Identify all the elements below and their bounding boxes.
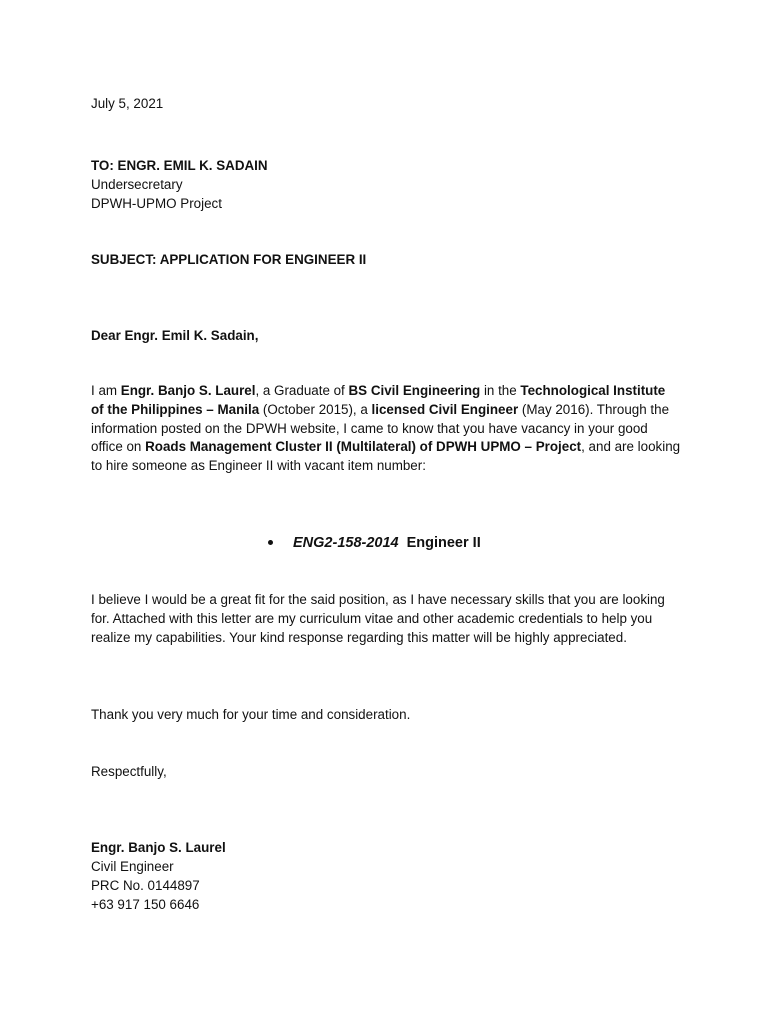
school: Technological Institute of the Philippines – Manila <box>91 383 666 417</box>
signature-prc: PRC No. 0144897 <box>91 878 200 893</box>
signature-title: Civil Engineer <box>91 859 174 874</box>
signature-name: Engr. Banjo S. Laurel <box>91 840 226 855</box>
vacancy-position: Engineer II <box>406 535 481 551</box>
intro-text-6: , and are looking to hire someone as Engineer II with vacant item number: <box>91 439 681 474</box>
body-fit-paragraph: I believe I would be a great fit for the said position, as I have necessary skills that you are looking for. Attached with this letter are my curriculum vitae and other academic credentials to help you realize my capabilities. Your kind response regarding this matter will be highly appreciated. <box>91 592 665 645</box>
letter-subject: SUBJECT: APPLICATION FOR ENGINEER II <box>91 252 367 267</box>
intro-text-2: , a Graduate of <box>255 383 349 398</box>
bullet-icon <box>268 540 273 545</box>
vacancy-item-number: ENG2-158-2014 <box>293 535 399 551</box>
letter-salutation: Dear Engr. Emil K. Sadain, <box>91 328 259 343</box>
intro-text-3: in the <box>480 383 521 398</box>
recipient-title: Undersecretary <box>91 177 183 192</box>
recipient-to-line: TO: ENGR. EMIL K. SADAIN <box>91 158 268 173</box>
closing-line: Respectfully, <box>91 764 167 779</box>
recipient-organization: DPWH-UPMO Project <box>91 196 222 211</box>
vacancy-bullet-item <box>268 533 481 553</box>
intro-text-4: (October 2015), a <box>259 401 372 417</box>
signature-phone: +63 917 150 6646 <box>91 897 200 912</box>
applicant-name: Engr. Banjo S. Laurel <box>120 383 256 398</box>
license: licensed Civil Engineer <box>371 401 519 417</box>
intro-text-5: (May 2016). Through the information posted on the DPWH website, I came to know that you have vacancy in your good office on <box>91 401 670 455</box>
office-unit: Roads Management Cluster II (Multilateral) of DPWH UPMO – Project <box>145 439 582 455</box>
intro-text-1: I am <box>91 383 121 398</box>
degree: BS Civil Engineering <box>348 383 481 398</box>
body-intro-paragraph <box>91 382 681 476</box>
thanks-line: Thank you very much for your time and consideration. <box>91 707 411 722</box>
letter-date: July 5, 2021 <box>91 96 164 111</box>
